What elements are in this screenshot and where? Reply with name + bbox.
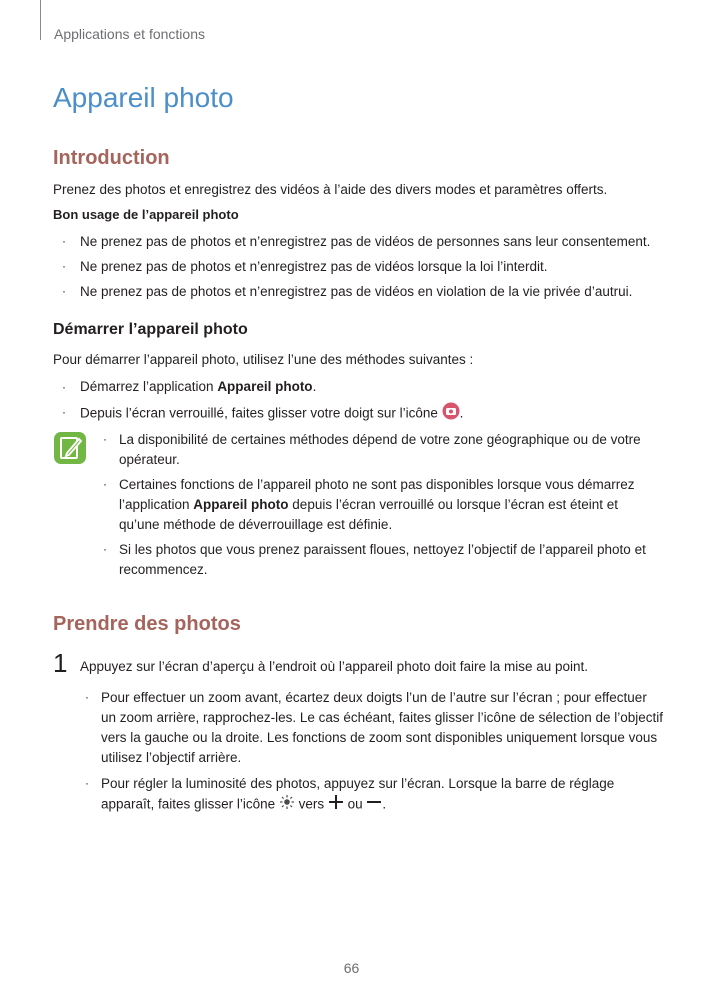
intro-subheading: Bon usage de l’appareil photo: [53, 207, 239, 222]
intro-bullet-1: Ne prenez pas de photos et n’enregistrez pas de vidéos de personnes sans leur consentement.: [80, 234, 651, 249]
start-bullet-2: [80, 402, 463, 426]
note-pencil-icon: [54, 432, 86, 464]
section-label: Applications et fonctions: [54, 26, 205, 42]
step-bullet-2-line-2: [101, 794, 386, 816]
intro-text: Prenez des photos et enregistrez des vidéos à l’aide des divers modes et paramètres offerts.: [53, 182, 608, 197]
start-heading: Démarrer l’appareil photo: [53, 321, 248, 338]
start-bullet-1-end: .: [312, 379, 317, 394]
minus-icon: [366, 794, 382, 816]
note-3-line-2: recommencez.: [119, 562, 208, 577]
note-3-line-1: Si les photos que vous prenez paraissent floues, nettoyez l’objectif de l’appareil photo et: [119, 542, 646, 557]
step-number: 1: [53, 648, 68, 678]
page-number: 66: [343, 960, 360, 976]
bullet-dot: ·: [62, 284, 66, 298]
note-2-line-1: Certaines fonctions de l’appareil photo ne sont pas disponibles lorsque vous démarrez: [119, 477, 635, 492]
step-bullet-1-line-4: utilisez l’objectif arrière.: [101, 750, 242, 765]
note-2-line-2: [119, 495, 618, 515]
start-bullet-1: [80, 377, 316, 397]
bullet-dot: ·: [85, 776, 89, 790]
bullet-dot: ·: [62, 234, 66, 248]
bullet-dot: ·: [62, 405, 66, 419]
step-text: Appuyez sur l’écran d’aperçu à l’endroit où l’appareil photo doit faire la mise au point.: [80, 659, 589, 674]
step-bullet-1-line-3: vers la gauche ou la droite. Les fonctions de zoom sont disponibles uniquement lorsque vous: [101, 730, 658, 745]
note-2-text: l’application: [119, 497, 194, 512]
header-rule: [40, 0, 41, 40]
bullet-dot: ·: [62, 380, 66, 394]
step-bullet-2-text-d: .: [382, 796, 387, 812]
step-bullet-1-line-1: Pour effectuer un zoom avant, écartez deux doigts l’un de l’autre sur l’écran ; pour effectuer: [101, 690, 647, 705]
note-1-line-1: La disponibilité de certaines méthodes dépend de votre zone géographique ou de votre: [119, 432, 641, 447]
step-bullet-1-line-2: un zoom arrière, rapprochez-les. Le cas échéant, faites glisser l’icône de sélection de l’objectif: [101, 710, 664, 725]
bullet-dot: ·: [103, 477, 107, 491]
photos-heading: Prendre des photos: [53, 613, 241, 635]
step-bullet-2-text-c: ou: [343, 796, 367, 812]
brightness-icon: [279, 794, 295, 816]
note-2-line-3: qu’une méthode de déverrouillage est définie.: [119, 517, 393, 532]
intro-bullet-3: Ne prenez pas de photos et n’enregistrez pas de vidéos en violation de la vie privée d’autrui.: [80, 284, 633, 299]
intro-heading: Introduction: [53, 147, 170, 169]
note-1-line-2: opérateur.: [119, 452, 180, 467]
app-name: Appareil photo: [217, 379, 313, 394]
bullet-dot: ·: [103, 542, 107, 556]
start-bullet-1-text: Démarrez l’application: [80, 379, 218, 394]
bullet-dot: ·: [85, 690, 89, 704]
plus-icon: [328, 794, 344, 816]
step-bullet-2-text-b: vers: [294, 796, 328, 812]
page-title: Appareil photo: [53, 82, 234, 113]
camera-app-icon: [442, 402, 460, 426]
step-bullet-2-line-1: Pour régler la luminosité des photos, appuyez sur l’écran. Lorsque la barre de réglage: [101, 776, 615, 791]
start-text: Pour démarrer l’appareil photo, utilisez l’une des méthodes suivantes :: [53, 352, 474, 367]
start-bullet-2-end: .: [459, 405, 464, 421]
bullet-dot: ·: [62, 259, 66, 273]
note-2-text-end: depuis l’écran verrouillé ou lorsque l’écran est éteint et: [288, 497, 618, 512]
intro-bullet-2: Ne prenez pas de photos et n’enregistrez pas de vidéos lorsque la loi l’interdit.: [80, 259, 548, 274]
start-bullet-2-text: Depuis l’écran verrouillé, faites glisser votre doigt sur l’icône: [80, 405, 442, 421]
bullet-dot: ·: [103, 432, 107, 446]
app-name: Appareil photo: [193, 497, 289, 512]
step-bullet-2-text: apparaît, faites glisser l’icône: [101, 796, 279, 812]
